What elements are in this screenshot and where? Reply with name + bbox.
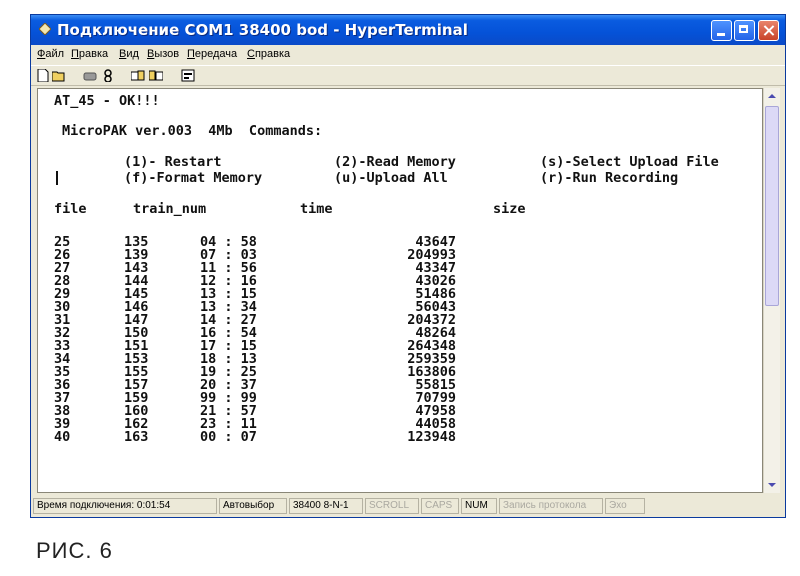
row-size: 43026 xyxy=(415,273,456,289)
command-run-recording: (r)-Run Recording xyxy=(540,170,679,186)
receive-icon[interactable] xyxy=(149,69,163,82)
scroll-down-arrow-icon[interactable] xyxy=(764,477,780,493)
menu-view[interactable]: Вид xyxy=(119,48,139,60)
status-caps: CAPS xyxy=(421,498,459,514)
row-file: 37 xyxy=(54,390,71,406)
row-train-num: 159 xyxy=(124,390,149,406)
row-time: 00 : 07 xyxy=(200,429,257,445)
row-time: 13 : 15 xyxy=(200,286,257,302)
row-train-num: 135 xyxy=(124,234,149,250)
row-time: 99 : 99 xyxy=(200,390,257,406)
command-read-memory: (2)-Read Memory xyxy=(334,154,456,170)
row-file: 25 xyxy=(54,234,71,250)
command-restart: (1)- Restart xyxy=(124,154,222,170)
row-file: 31 xyxy=(54,312,71,328)
row-file: 35 xyxy=(54,364,71,380)
command-format-memory: (f)-Format Memory xyxy=(124,170,263,186)
row-size: 264348 xyxy=(407,338,456,354)
figure-caption: РИС. 6 xyxy=(36,538,113,563)
row-file: 27 xyxy=(54,260,71,276)
column-header-train-num: train_num xyxy=(133,201,207,217)
column-header-time: time xyxy=(300,201,333,217)
row-size: 123948 xyxy=(407,429,456,445)
close-button[interactable] xyxy=(758,20,779,41)
row-size: 44058 xyxy=(415,416,456,432)
row-train-num: 144 xyxy=(124,273,149,289)
open-icon[interactable] xyxy=(52,69,66,82)
row-time: 19 : 25 xyxy=(200,364,257,380)
row-size: 48264 xyxy=(415,325,456,341)
window-title: Подключение COM1 38400 bod - HyperTerminal xyxy=(57,21,468,39)
row-train-num: 162 xyxy=(124,416,149,432)
row-time: 13 : 34 xyxy=(200,299,257,315)
row-time: 11 : 56 xyxy=(200,260,257,276)
hyperterminal-app-icon[interactable] xyxy=(39,23,51,35)
row-time: 20 : 37 xyxy=(200,377,257,393)
row-train-num: 150 xyxy=(124,325,149,341)
toolbar xyxy=(31,65,785,86)
status-scroll: SCROLL xyxy=(365,498,419,514)
hyperterminal-window xyxy=(30,14,786,518)
row-time: 16 : 54 xyxy=(200,325,257,341)
row-train-num: 163 xyxy=(124,429,149,445)
command-upload-all: (u)-Upload All xyxy=(334,170,448,186)
row-time: 18 : 13 xyxy=(200,351,257,367)
row-time: 12 : 16 xyxy=(200,273,257,289)
row-size: 259359 xyxy=(407,351,456,367)
row-train-num: 146 xyxy=(124,299,149,315)
minimize-button[interactable] xyxy=(711,20,732,41)
status-capture: Запись протокола xyxy=(499,498,603,514)
row-file: 33 xyxy=(54,338,71,354)
row-time: 23 : 11 xyxy=(200,416,257,432)
status-bar xyxy=(31,496,785,517)
menu-transfer[interactable]: Передача xyxy=(187,48,238,60)
new-icon[interactable] xyxy=(36,69,50,82)
terminal-header: MicroPAK ver.003 4Mb Commands: xyxy=(62,123,323,139)
send-icon[interactable] xyxy=(131,69,145,82)
row-train-num: 153 xyxy=(124,351,149,367)
menu-file[interactable]: Файл xyxy=(37,48,65,60)
menu-edit[interactable]: Правка xyxy=(71,48,109,60)
row-file: 34 xyxy=(54,351,71,367)
row-file: 28 xyxy=(54,273,71,289)
row-size: 204372 xyxy=(407,312,456,328)
row-train-num: 151 xyxy=(124,338,149,354)
disconnect-icon[interactable] xyxy=(101,69,115,82)
menu-help[interactable]: Справка xyxy=(247,48,291,60)
row-time: 21 : 57 xyxy=(200,403,257,419)
title-bar[interactable] xyxy=(31,15,785,45)
row-train-num: 139 xyxy=(124,247,149,263)
row-train-num: 147 xyxy=(124,312,149,328)
row-file: 36 xyxy=(54,377,71,393)
terminal-response: AT_45 - OK!!! xyxy=(54,93,160,109)
vertical-scrollbar[interactable] xyxy=(763,88,780,493)
row-train-num: 145 xyxy=(124,286,149,302)
row-time: 17 : 15 xyxy=(200,338,257,354)
row-train-num: 160 xyxy=(124,403,149,419)
row-size: 43347 xyxy=(415,260,456,276)
row-size: 55815 xyxy=(415,377,456,393)
column-header-size: size xyxy=(493,201,526,217)
status-port-settings: 38400 8-N-1 xyxy=(289,498,363,514)
terminal-area[interactable] xyxy=(37,88,763,493)
text-cursor xyxy=(56,171,58,185)
status-num: NUM xyxy=(461,498,497,514)
row-size: 204993 xyxy=(407,247,456,263)
status-echo: Эхо xyxy=(605,498,645,514)
row-size: 70799 xyxy=(415,390,456,406)
row-size: 51486 xyxy=(415,286,456,302)
maximize-button[interactable] xyxy=(734,20,755,41)
row-file: 32 xyxy=(54,325,71,341)
row-file: 38 xyxy=(54,403,71,419)
column-header-file: file xyxy=(54,201,87,217)
scrollbar-thumb[interactable] xyxy=(765,106,779,306)
menu-bar xyxy=(31,46,785,64)
row-file: 39 xyxy=(54,416,71,432)
row-size: 163806 xyxy=(407,364,456,380)
status-connect-time: Время подключения: 0:01:54 xyxy=(33,498,217,514)
command-select-upload-file: (s)-Select Upload File xyxy=(540,154,719,170)
row-train-num: 157 xyxy=(124,377,149,393)
row-size: 43647 xyxy=(415,234,456,250)
row-file: 30 xyxy=(54,299,71,315)
row-size: 47958 xyxy=(415,403,456,419)
row-train-num: 143 xyxy=(124,260,149,276)
status-autodetect: Автовыбор xyxy=(219,498,287,514)
properties-icon[interactable] xyxy=(181,69,195,82)
row-file: 40 xyxy=(54,429,71,445)
connect-icon[interactable] xyxy=(83,69,97,82)
row-file: 29 xyxy=(54,286,71,302)
row-time: 07 : 03 xyxy=(200,247,257,263)
row-time: 04 : 58 xyxy=(200,234,257,250)
row-file: 26 xyxy=(54,247,71,263)
row-size: 56043 xyxy=(415,299,456,315)
row-time: 14 : 27 xyxy=(200,312,257,328)
scroll-up-arrow-icon[interactable] xyxy=(764,88,780,104)
menu-call[interactable]: Вызов xyxy=(147,48,180,60)
row-train-num: 155 xyxy=(124,364,149,380)
